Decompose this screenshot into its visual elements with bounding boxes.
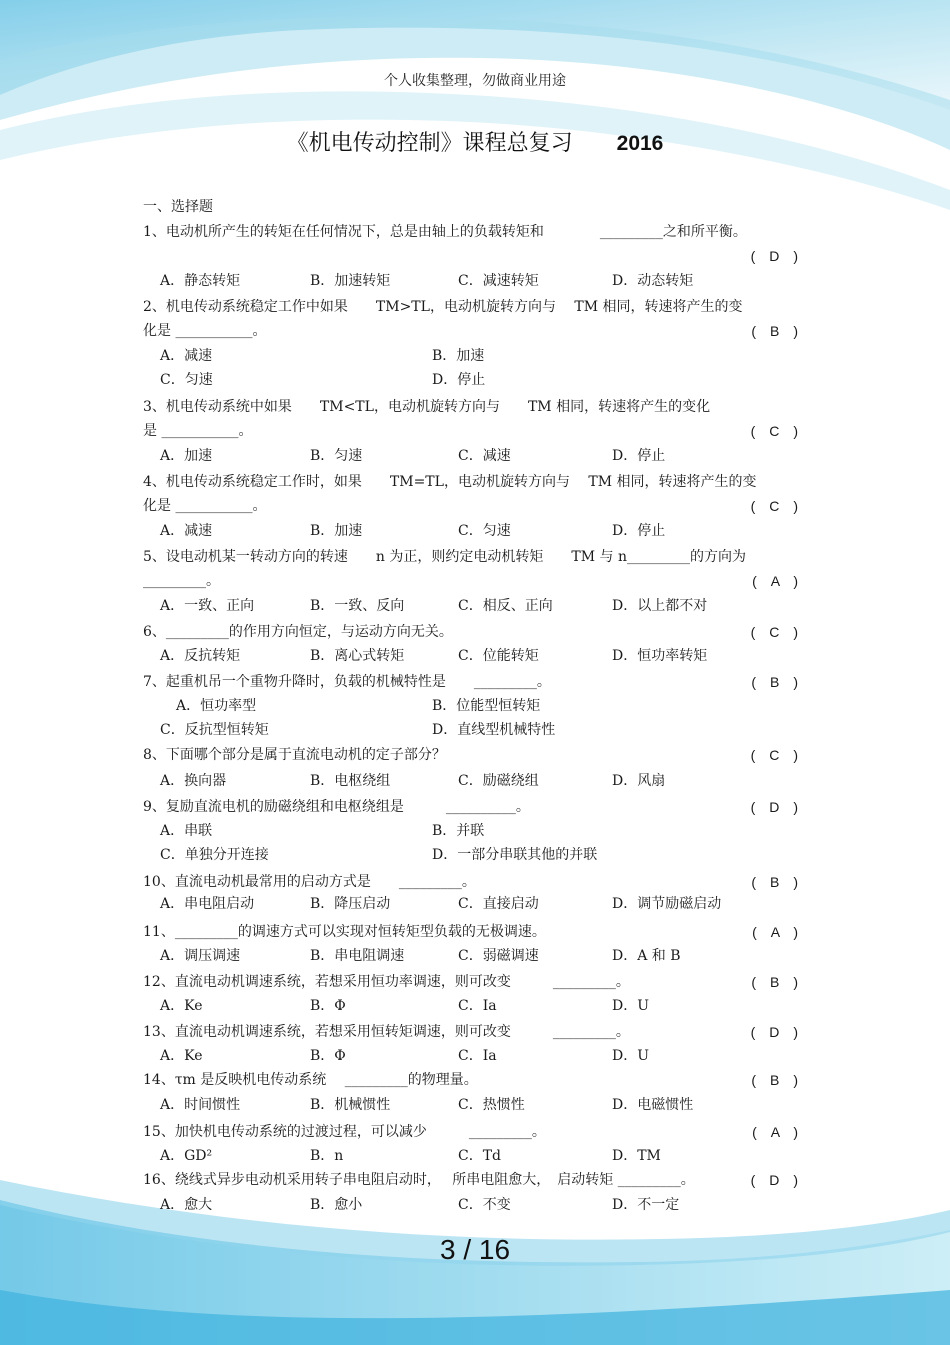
- option-b: B．降压启动: [310, 896, 391, 912]
- options-row: [160, 844, 820, 866]
- option-c: C．匀速: [160, 372, 213, 388]
- options-row: [160, 1094, 820, 1116]
- option-b: B．加速: [432, 348, 485, 364]
- answer-key: ( D ): [750, 799, 798, 815]
- option-a: A．串联: [160, 823, 213, 839]
- question-text: 1、电动机所产生的转矩在任何情况下，总是由轴上的负载转矩和 _________之和所平衡。: [143, 224, 747, 240]
- option-b: B．愈小: [310, 1197, 363, 1213]
- options-row: [160, 893, 820, 915]
- option-b: B．加速转矩: [310, 273, 391, 289]
- option-b: B．串电阻调速: [310, 948, 405, 964]
- option-a: A．Ke: [160, 998, 203, 1014]
- option-c: C．减速: [458, 448, 511, 464]
- answer-key: ( D ): [750, 248, 798, 264]
- option-c: C．单独分开连接: [160, 847, 269, 863]
- option-c: C．不变: [458, 1197, 511, 1213]
- option-d: D．恒功率转矩: [612, 648, 708, 664]
- option-d: D．U: [612, 998, 650, 1014]
- option-d: D．动态转矩: [612, 273, 694, 289]
- option-c: C．热惯性: [458, 1097, 525, 1113]
- question-10: [143, 870, 808, 894]
- title-text: 《机电传动控制》课程总复习: [286, 131, 573, 156]
- answer-key: ( B ): [751, 323, 798, 339]
- options-row: [160, 1194, 820, 1216]
- option-d: D．电磁惯性: [612, 1097, 694, 1113]
- question-16: [143, 1168, 808, 1192]
- answer-key: ( D ): [750, 1172, 798, 1188]
- answer-key: ( C ): [750, 747, 798, 763]
- question-text: 6、_________的作用方向恒定，与运动方向无关。: [143, 624, 453, 640]
- question-text-continued: 是 ___________。: [143, 423, 253, 439]
- question-text: 13、直流电动机调速系统，若想采用恒转矩调速，则可改变 _________。: [143, 1024, 630, 1040]
- option-d: D．调节励磁启动: [612, 896, 722, 912]
- option-c: C．Ia: [458, 998, 497, 1014]
- question-text: 14、τm 是反映机电传动系统 _________的物理量。: [143, 1072, 478, 1088]
- answer-key: ( A ): [752, 1124, 798, 1140]
- option-a: A．Ke: [160, 1048, 203, 1064]
- option-d: D．A 和 B: [612, 948, 681, 964]
- option-d: D．U: [612, 1048, 650, 1064]
- option-a: A．恒功率型: [176, 698, 257, 714]
- option-d: D．风扇: [612, 773, 666, 789]
- option-c: C．位能转矩: [458, 648, 539, 664]
- option-c: C．励磁绕组: [458, 773, 539, 789]
- option-d: D．TM: [612, 1148, 661, 1164]
- option-b: B．n: [310, 1148, 344, 1164]
- option-c: C．Ia: [458, 1048, 497, 1064]
- options-row: [160, 1145, 820, 1167]
- answer-key: ( C ): [750, 624, 798, 640]
- option-b: B．位能型恒转矩: [432, 698, 541, 714]
- question-text: 2、机电传动系统稳定工作中如果 TM>TL，电动机旋转方向与 TM 相同，转速将产生的变: [143, 299, 743, 315]
- options-row: [160, 595, 820, 617]
- option-a: A．愈大: [160, 1197, 213, 1213]
- title-year: 2016: [616, 132, 664, 155]
- answer-key: ( B ): [751, 1072, 798, 1088]
- question-8: [143, 743, 808, 767]
- option-a: A．调压调速: [160, 948, 241, 964]
- answer-key: ( B ): [751, 874, 798, 890]
- answer-key: ( C ): [750, 423, 798, 439]
- option-b: B．机械惯性: [310, 1097, 391, 1113]
- options-row: [160, 270, 820, 292]
- question-text: 3、机电传动系统中如果 TM<TL，电动机旋转方向与 TM 相同，转速将产生的变化: [143, 399, 711, 415]
- question-text: 8、下面哪个部分是属于直流电动机的定子部分？: [143, 747, 446, 763]
- options-row: [160, 695, 820, 717]
- option-b: B．并联: [432, 823, 485, 839]
- option-a: A．加速: [160, 448, 213, 464]
- document-title: [0, 126, 950, 157]
- options-row: [160, 369, 820, 391]
- answer-key: ( A ): [752, 924, 798, 940]
- option-c: C．直接启动: [458, 896, 539, 912]
- question-text: 7、起重机吊一个重物升降时，负载的机械特性是 _________。: [143, 674, 551, 690]
- question-4: [143, 470, 808, 518]
- section-heading: 一、选择题: [143, 199, 213, 215]
- options-row: [160, 770, 820, 792]
- question-13: [143, 1020, 808, 1044]
- question-3: [143, 395, 808, 443]
- question-11: [143, 920, 808, 944]
- question-1: [143, 220, 808, 264]
- option-b: B．加速: [310, 523, 363, 539]
- answer-key: ( D ): [750, 1024, 798, 1040]
- answer-key: ( B ): [751, 974, 798, 990]
- question-text: 11、_________的调速方式可以实现对恒转矩型负载的无极调速。: [143, 924, 546, 940]
- question-15: [143, 1120, 808, 1144]
- answer-key: ( A ): [752, 573, 798, 589]
- option-d: D．不一定: [612, 1197, 680, 1213]
- question-text-continued: 化是 ___________。: [143, 323, 267, 339]
- option-b: B．一致、反向: [310, 598, 405, 614]
- question-6: [143, 620, 808, 644]
- options-row: [160, 820, 820, 842]
- options-row: [160, 645, 820, 667]
- question-text: 16、绕线式异步电动机采用转子串电阻启动时， 所串电阻愈大， 启动转矩 _________。: [143, 1172, 695, 1188]
- option-c: C．弱磁调速: [458, 948, 539, 964]
- question-9: [143, 795, 808, 819]
- question-text: 12、直流电动机调速系统，若想采用恒功率调速，则可改变 _________。: [143, 974, 630, 990]
- option-d: D．停止: [432, 372, 486, 388]
- options-row: [160, 945, 820, 967]
- option-a: A．减速: [160, 348, 213, 364]
- answer-key: ( B ): [751, 674, 798, 690]
- option-d: D．停止: [612, 523, 666, 539]
- option-a: A．GD²: [160, 1148, 213, 1164]
- question-text: 9、复励直流电机的励磁绕组和电枢绕组是 __________。: [143, 799, 530, 815]
- option-c: C．Td: [458, 1148, 502, 1164]
- question-text: 15、加快机电传动系统的过渡过程，可以减少 _________。: [143, 1124, 546, 1140]
- option-c: C．减速转矩: [458, 273, 539, 289]
- question-text: 10、直流电动机最常用的启动方式是 _________。: [143, 874, 476, 890]
- question-text: 4、机电传动系统稳定工作时，如果 TM=TL，电动机旋转方向与 TM 相同，转速将产生的变: [143, 474, 757, 490]
- question-12: [143, 970, 808, 994]
- options-row: [160, 445, 820, 467]
- option-b: B．Φ: [310, 998, 346, 1014]
- question-5: [143, 545, 808, 593]
- option-c: C．相反、正向: [458, 598, 553, 614]
- options-row: [160, 719, 820, 741]
- option-a: A．换向器: [160, 773, 227, 789]
- option-d: D．以上都不对: [612, 598, 708, 614]
- options-row: [160, 1045, 820, 1067]
- question-7: [143, 670, 808, 694]
- option-b: B．匀速: [310, 448, 363, 464]
- option-d: D．直线型机械特性: [432, 722, 556, 738]
- option-b: B．离心式转矩: [310, 648, 405, 664]
- question-2: [143, 295, 808, 343]
- option-a: A．串电阻启动: [160, 896, 255, 912]
- options-row: [160, 520, 820, 542]
- option-d: D．一部分串联其他的并联: [432, 847, 598, 863]
- answer-key: ( C ): [750, 498, 798, 514]
- option-d: D．停止: [612, 448, 666, 464]
- option-a: A．静态转矩: [160, 273, 241, 289]
- page-number: 3 / 16: [439, 1234, 511, 1265]
- options-row: [160, 995, 820, 1017]
- options-row: [160, 345, 820, 367]
- option-b: B．Φ: [310, 1048, 346, 1064]
- question-text: 5、设电动机某一转动方向的转速 n 为正，则约定电动机转矩 TM 与 n_________的方向为: [143, 549, 746, 565]
- option-a: A．减速: [160, 523, 213, 539]
- option-b: B．电枢绕组: [310, 773, 391, 789]
- question-text-continued: 化是 ___________。: [143, 498, 267, 514]
- option-c: C．反抗型恒转矩: [160, 722, 269, 738]
- watermark-text: 个人收集整理，勿做商业用途: [384, 73, 566, 89]
- option-a: A．一致、正向: [160, 598, 255, 614]
- option-c: C．匀速: [458, 523, 511, 539]
- option-a: A．反抗转矩: [160, 648, 241, 664]
- question-text-continued: _________。: [143, 573, 220, 589]
- question-14: [143, 1068, 808, 1092]
- option-a: A．时间惯性: [160, 1097, 241, 1113]
